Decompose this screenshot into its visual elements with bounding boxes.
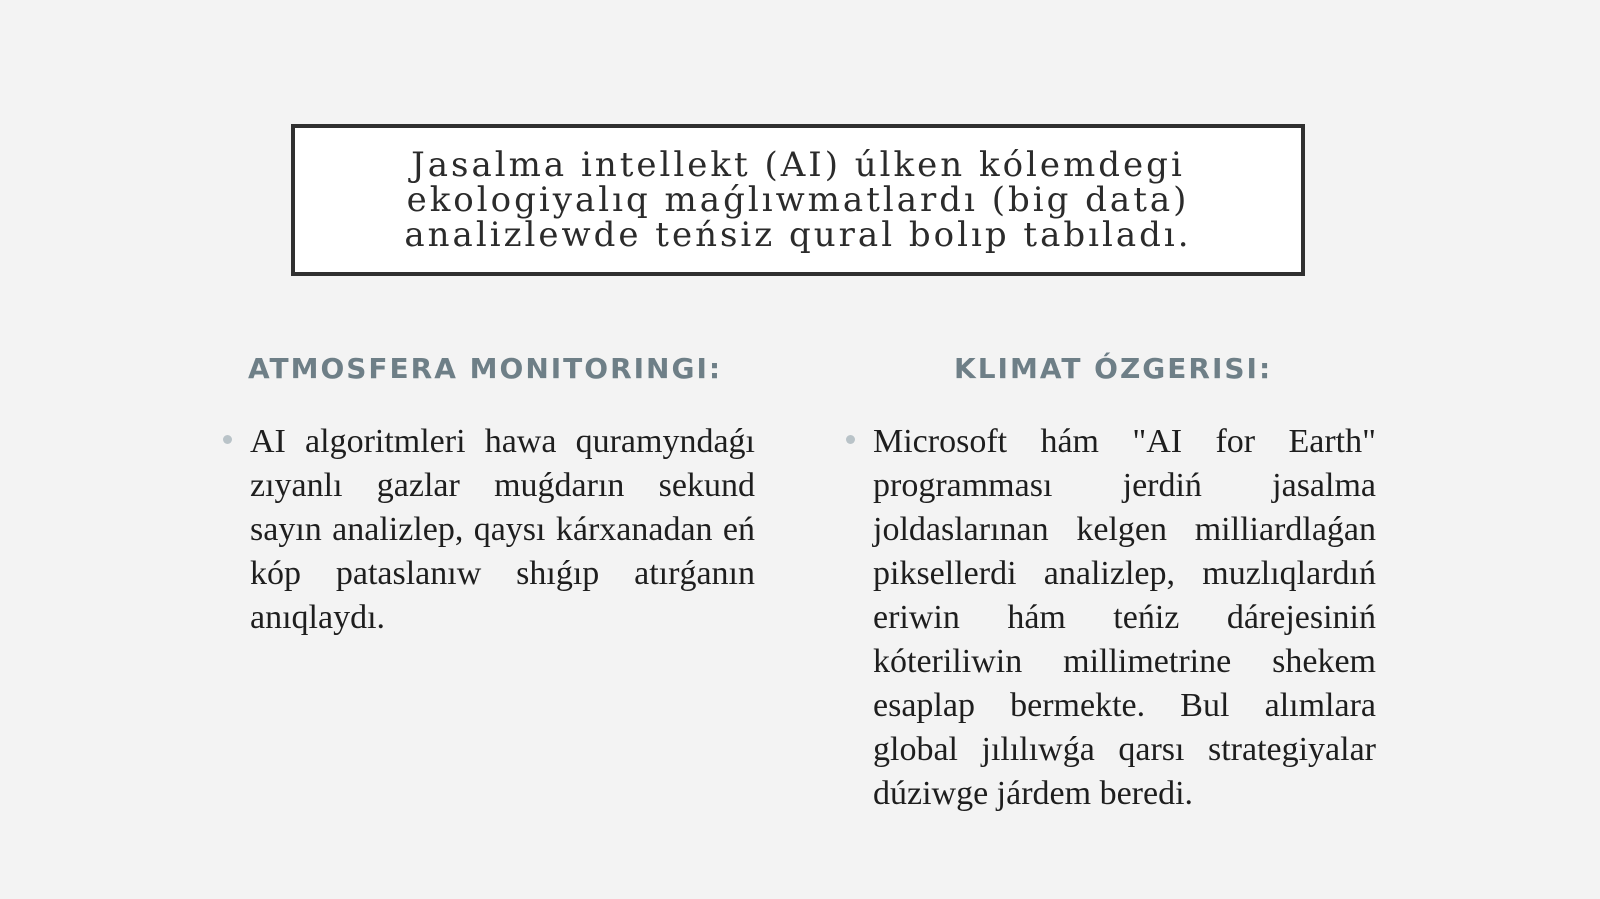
heading-klimat: KLIMAT ÓZGERISI: — [954, 352, 1273, 385]
bullet-text: AI algoritmleri hawa quramyndaǵı zıyanlı gazlar muǵdarın sekund sayın analizlep, qaysı kárxanadan eń kóp pataslanıw shıǵıp atırǵanın anıqlaydı. — [250, 423, 755, 636]
slide-title — [384, 144, 1211, 255]
title-line: Jasalma intellekt (AI) úlken kólemdegi — [411, 144, 1185, 185]
title-line: ekologiyalıq maǵlıwmatlardı (big data) — [406, 179, 1190, 220]
bullet-text: Microsoft hám "AI for Earth" programması jerdiń jasalma joldaslarınan kelgen milliardlaǵan piksellerdi analizlep, muzlıqlardıń eriwin hám teńiz dárejesiniń kóteriliwin millimetrine shekem esaplap bermekte. Bul alımlara global jılılıwǵa qarsı strategiyalar dúziwge járdem beredi. — [873, 423, 1376, 812]
heading-atmosfera: ATMOSFERA MONITORINGI: — [248, 352, 723, 385]
title-line: analizlewde teńsiz qural bolıp tabıladı. — [404, 214, 1192, 255]
bullet-dot-icon — [223, 435, 232, 444]
title-box — [291, 124, 1305, 276]
bullet-dot-icon — [846, 435, 855, 444]
bullet-item-klimat — [873, 420, 1376, 816]
bullet-item-atmosfera — [250, 420, 755, 640]
